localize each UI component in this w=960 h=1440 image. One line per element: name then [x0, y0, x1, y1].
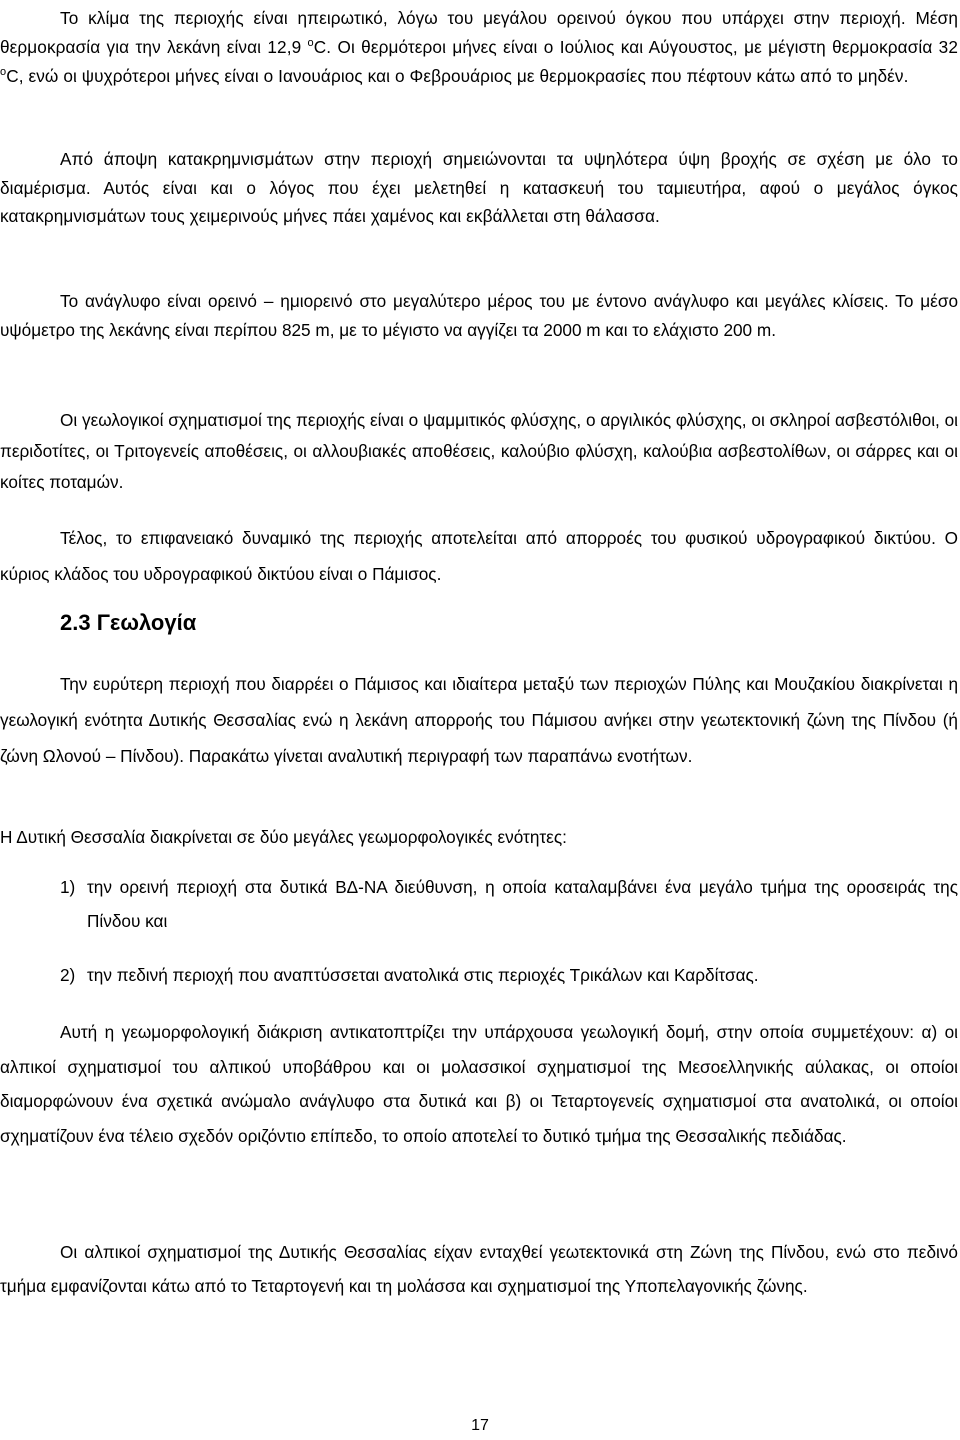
list-marker: 2)	[60, 965, 76, 985]
alpine-paragraph: Οι αλπικοί σχηματισμοί της Δυτικής Θεσσαλίας είχαν ενταχθεί γεωτεκτονικά στη Ζώνη της Πίνδου, ενώ στο πεδινό τμήμα εμφανίζονται κάτω από το Τεταρτογενή και τη μολάσσα και σχηματισμοί της Υποπελαγονικής ζώνης.	[0, 1242, 958, 1296]
division-paragraph: Αυτή η γεωμορφολογική διάκριση αντικατοπτρίζει την υπάρχουσα γεωλογική δομή, στην οποία συμμετέχουν: α) οι αλπικοί σχηματισμοί του αλπικού υποβάθρου και οι μολασσικοί σχηματισμοί της Μεσοελληνικής αύλακας, οι οποίοι διαμορφώνουν ένα σχετικά ανώμαλο ανάγλυφο στα δυτικά και β) οι Τεταρτογενείς σχηματισμοί στα ανατολικά, οι οποίοι σχηματίζουν ένα τέλειο σχεδόν οριζόντιο επίπεδο, το οποίο αποτελεί το δυτικό τμήμα της Θεσσαλικής πεδιάδας.	[0, 1022, 958, 1146]
section-heading: 2.3 Γεωλογία	[60, 610, 197, 635]
precipitation-text-1: Από άποψη κατακρημνισμάτων στην περιοχή σημειώνονται τα υψηλότερα ύψη βροχής σε σχέση με όλο το διαμέρισμα.	[0, 149, 958, 198]
formations-paragraph: Οι γεωλογικοί σχηματισμοί της περιοχής είναι ο ψαμμιτικός φλύσχης, ο αργιλικός φλύσχης, οι σκληροί ασβεστόλιθοι, οι περιδοτίτες, οι Τριτογενείς αποθέσεις, οι αλλουβιακές αποθέσεις, καλούβιο φλύσχη, καλούβια ασβεστολίθων, οι σάρρες και οι κοίτες ποταμών.	[0, 410, 958, 492]
geology-intro-paragraph: Την ευρύτερη περιοχή που διαρρέει ο Πάμισος και ιδιαίτερα μεταξύ των περιοχών Πύλης και Μουζακίου διακρίνεται η γεωλογική ενότητα Δυτικής Θεσσαλίας ενώ η λεκάνη απορροής του Πάμισου ανήκει στην γεωτεκτονική ζώνη της Πίνδου (ή ζώνη Ωλονού – Πίνδου). Παρακάτω γίνεται αναλυτική περιγραφή των παραπάνω ενοτήτων.	[0, 674, 958, 766]
list-item	[60, 870, 958, 938]
climate-text-1: Το κλίμα της περιοχής είναι ηπειρωτικό, λόγω του μεγάλου ορεινού όγκου που υπάρχει στην περιοχή. Μέση θερμοκρασία για την λεκάνη είναι 12,9	[0, 8, 958, 57]
page-number: 17	[471, 1417, 489, 1434]
degree-sign: ο	[307, 37, 314, 49]
list-item	[60, 958, 958, 992]
list-item-text: την ορεινή περιοχή στα δυτικά ΒΔ-ΝΑ διεύθυνση, η οποία καταλαμβάνει ένα μεγάλο τμήμα της οροσειράς της Πίνδου και	[87, 877, 958, 931]
surface-potential-paragraph: Τέλος, το επιφανειακό δυναμικό της περιοχής αποτελείται από απορροές του φυσικού υδρογραφικού δικτύου. Ο κύριος κλάδος του υδρογραφικού δικτύου είναι ο Πάμισος.	[0, 528, 958, 584]
climate-text-3: C, ενώ οι ψυχρότεροι μήνες είναι ο Ιανουάριος και ο Φεβρουάριος με θερμοκρασίες που πέφτουν κάτω από το μηδέν.	[6, 66, 909, 86]
climate-paragraph	[0, 4, 958, 91]
list-item-text: την πεδινή περιοχή που αναπτύσσεται ανατολικά στις περιοχές Τρικάλων και Καρδίτσας.	[87, 965, 759, 985]
climate-text-2: C. Οι θερμότεροι μήνες είναι ο Ιούλιος και Αύγουστος, με μέγιστη θερμοκρασία 32	[313, 37, 958, 57]
precipitation-text-2: Αυτός είναι και ο λόγος που έχει μελετηθεί η κατασκευή του ταμιευτήρα, αφού ο μεγάλος όγκος κατακρημνισμάτων τους χειμερινούς μήνες πάει χαμένος και εκβάλλεται στη θάλασσα.	[0, 177, 958, 226]
list-marker: 1)	[60, 877, 76, 897]
precipitation-paragraph	[0, 145, 958, 231]
west-thessaly-paragraph: Η Δυτική Θεσσαλία διακρίνεται σε δύο μεγάλες γεωμορφολογικές ενότητες:	[0, 827, 567, 847]
relief-paragraph: Το ανάγλυφο είναι ορεινό – ημιορεινό στο μεγαλύτερο μέρος του με έντονο ανάγλυφο και μεγάλες κλίσεις. Το μέσο υψόμετρο της λεκάνης είναι περίπου 825 m, με το μέγιστο να αγγίζει τα 2000 m και το ελάχιστο 200 m.	[0, 291, 958, 340]
degree-sign: ο	[0, 66, 7, 78]
